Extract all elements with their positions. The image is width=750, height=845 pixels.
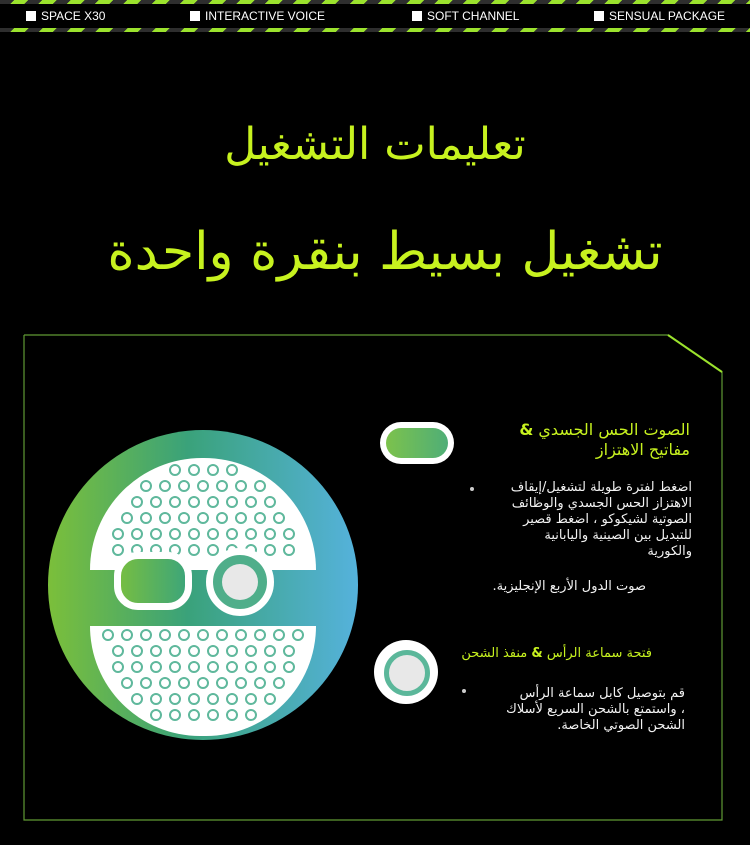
headphone-port-icon-ring xyxy=(384,650,430,696)
banner-item-label: INTERACTIVE VOICE xyxy=(205,9,326,23)
feature-2-ampersand: & xyxy=(531,646,543,661)
grille-dot xyxy=(235,629,247,641)
grille-dot xyxy=(207,544,219,556)
feature-1-desc-line: والكورية xyxy=(647,544,692,559)
grille-dot xyxy=(178,629,190,641)
grille-dot xyxy=(264,693,276,705)
grille-dot xyxy=(273,629,285,641)
grille-dot xyxy=(226,464,238,476)
feature-1-desc-line: اضغط لفترة طويلة لتشغيل/إيقاف xyxy=(510,480,692,495)
banner-item-label: SOFT CHANNEL xyxy=(427,9,520,23)
grille-dot xyxy=(254,629,266,641)
feature-2-title-post: منفذ الشحن xyxy=(461,646,528,661)
device-pill-button xyxy=(114,552,192,610)
grille-dot xyxy=(216,629,228,641)
grille-dot xyxy=(207,709,219,721)
grille-dot xyxy=(207,464,219,476)
grille-dot xyxy=(159,512,171,524)
grille-dot xyxy=(254,677,266,689)
grille-dot xyxy=(121,512,133,524)
grille-dot xyxy=(216,677,228,689)
grille-dot xyxy=(188,709,200,721)
grille-dot xyxy=(169,693,181,705)
banner-item-label: SPACE X30 xyxy=(41,9,106,23)
feature-1-desc-line: الصوتية لشيكوكو ، اضغط قصير xyxy=(523,512,692,527)
grille-dot xyxy=(254,480,266,492)
grille-dot xyxy=(188,464,200,476)
bullet-icon xyxy=(470,487,474,491)
grille-dot xyxy=(226,693,238,705)
grille-dot xyxy=(188,693,200,705)
page-subtitle: تشغيل بسيط بنقرة واحدة xyxy=(107,222,663,282)
grille-dot xyxy=(207,645,219,657)
grille-dot xyxy=(140,677,152,689)
grille-dot xyxy=(226,661,238,673)
grille-dot xyxy=(150,709,162,721)
grille-dot xyxy=(150,496,162,508)
grille-dot xyxy=(131,693,143,705)
grille-dot xyxy=(188,496,200,508)
feature-1-title xyxy=(465,420,690,460)
grille-dot xyxy=(131,661,143,673)
feature-2-title-pre: فتحة سماعة الرأس xyxy=(546,646,652,661)
grille-dot xyxy=(254,512,266,524)
grille-dot xyxy=(159,480,171,492)
bullet-icon xyxy=(462,689,466,693)
grille-dot xyxy=(216,480,228,492)
grille-dot xyxy=(188,661,200,673)
feature-1-desc-line: للتبديل بين الصينية واليابانية xyxy=(544,528,692,543)
grille-dot xyxy=(273,512,285,524)
grille-dot xyxy=(112,661,124,673)
grille-dot xyxy=(131,645,143,657)
grille-dot xyxy=(235,512,247,524)
grille-dot xyxy=(226,645,238,657)
grille-dot xyxy=(245,528,257,540)
vibration-switch-icon-inner xyxy=(386,428,448,458)
feature-1-ampersand: & xyxy=(519,420,534,439)
grille-dot xyxy=(112,528,124,540)
grille-dot xyxy=(264,544,276,556)
feature-1-title-line1: الصوت الحس الجسدي xyxy=(538,420,690,439)
feature-2-title xyxy=(440,645,652,663)
grille-dot xyxy=(121,677,133,689)
page-title: تعليمات التشغيل xyxy=(224,119,526,170)
feature-2-description xyxy=(470,686,685,734)
feature-1-note: صوت الدول الأربع الإنجليزية. xyxy=(492,579,646,594)
feature-2-desc-line: الشحن الصوتي الخاصة. xyxy=(557,718,685,733)
grille-dot xyxy=(112,544,124,556)
feature-1-description xyxy=(478,480,692,560)
grille-dot xyxy=(264,528,276,540)
grille-dot xyxy=(159,677,171,689)
vibration-switch-icon xyxy=(380,422,454,464)
feature-1-title-line2: مفاتيح الاهتزاز xyxy=(595,440,690,459)
grille-dot xyxy=(169,528,181,540)
grille-dot xyxy=(283,661,295,673)
headphone-port-icon xyxy=(374,640,438,704)
grille-dot xyxy=(150,693,162,705)
grille-dot xyxy=(197,512,209,524)
device-illustration xyxy=(48,430,358,740)
grille-dot xyxy=(140,512,152,524)
grille-dot xyxy=(102,629,114,641)
grille-dot xyxy=(207,693,219,705)
grille-dot xyxy=(178,677,190,689)
grille-dot xyxy=(121,629,133,641)
grille-dot xyxy=(150,645,162,657)
grille-dot xyxy=(264,661,276,673)
grille-dot xyxy=(188,544,200,556)
grille-dot xyxy=(264,645,276,657)
grille-dot xyxy=(169,464,181,476)
grille-dot xyxy=(245,661,257,673)
grille-dot xyxy=(159,629,171,641)
grille-dot xyxy=(226,496,238,508)
feature-1-desc-line: الاهتزاز الحس الجسدي والوظائف xyxy=(511,496,692,511)
grille-dot xyxy=(150,528,162,540)
device-round-port-inner xyxy=(222,564,258,600)
grille-dot xyxy=(131,528,143,540)
grille-dot xyxy=(140,629,152,641)
grille-dot xyxy=(140,480,152,492)
grille-dot xyxy=(226,528,238,540)
grille-dot xyxy=(112,645,124,657)
grille-dot xyxy=(283,528,295,540)
feature-2-desc-line: قم بتوصيل كابل سماعة الرأس xyxy=(519,686,685,701)
grille-dot xyxy=(235,480,247,492)
grille-dot xyxy=(197,629,209,641)
grille-dot xyxy=(207,661,219,673)
grille-dot xyxy=(150,661,162,673)
grille-dot xyxy=(235,677,247,689)
grille-dot xyxy=(245,496,257,508)
grille-dot xyxy=(188,645,200,657)
grille-dot xyxy=(216,512,228,524)
grille-dot xyxy=(292,629,304,641)
grille-dot xyxy=(245,693,257,705)
grille-dot xyxy=(178,480,190,492)
grille-dot xyxy=(197,480,209,492)
grille-dot xyxy=(207,528,219,540)
grille-dot xyxy=(207,496,219,508)
grille-dot xyxy=(169,645,181,657)
grille-dot xyxy=(188,528,200,540)
grille-dot xyxy=(197,677,209,689)
banner-item-label: SENSUAL PACKAGE xyxy=(609,9,726,23)
grille-dot xyxy=(245,709,257,721)
grille-dot xyxy=(245,645,257,657)
grille-dot xyxy=(273,677,285,689)
grille-dot xyxy=(283,645,295,657)
grille-dot xyxy=(226,709,238,721)
grille-dot xyxy=(169,661,181,673)
device-round-port xyxy=(206,548,274,616)
grille-dot xyxy=(264,496,276,508)
grille-dot xyxy=(169,496,181,508)
grille-dot xyxy=(283,544,295,556)
grille-dot xyxy=(131,496,143,508)
grille-dot xyxy=(178,512,190,524)
feature-2-desc-line: ، واستمتع بالشحن السريع لأسلاك xyxy=(506,702,685,717)
grille-dot xyxy=(169,709,181,721)
